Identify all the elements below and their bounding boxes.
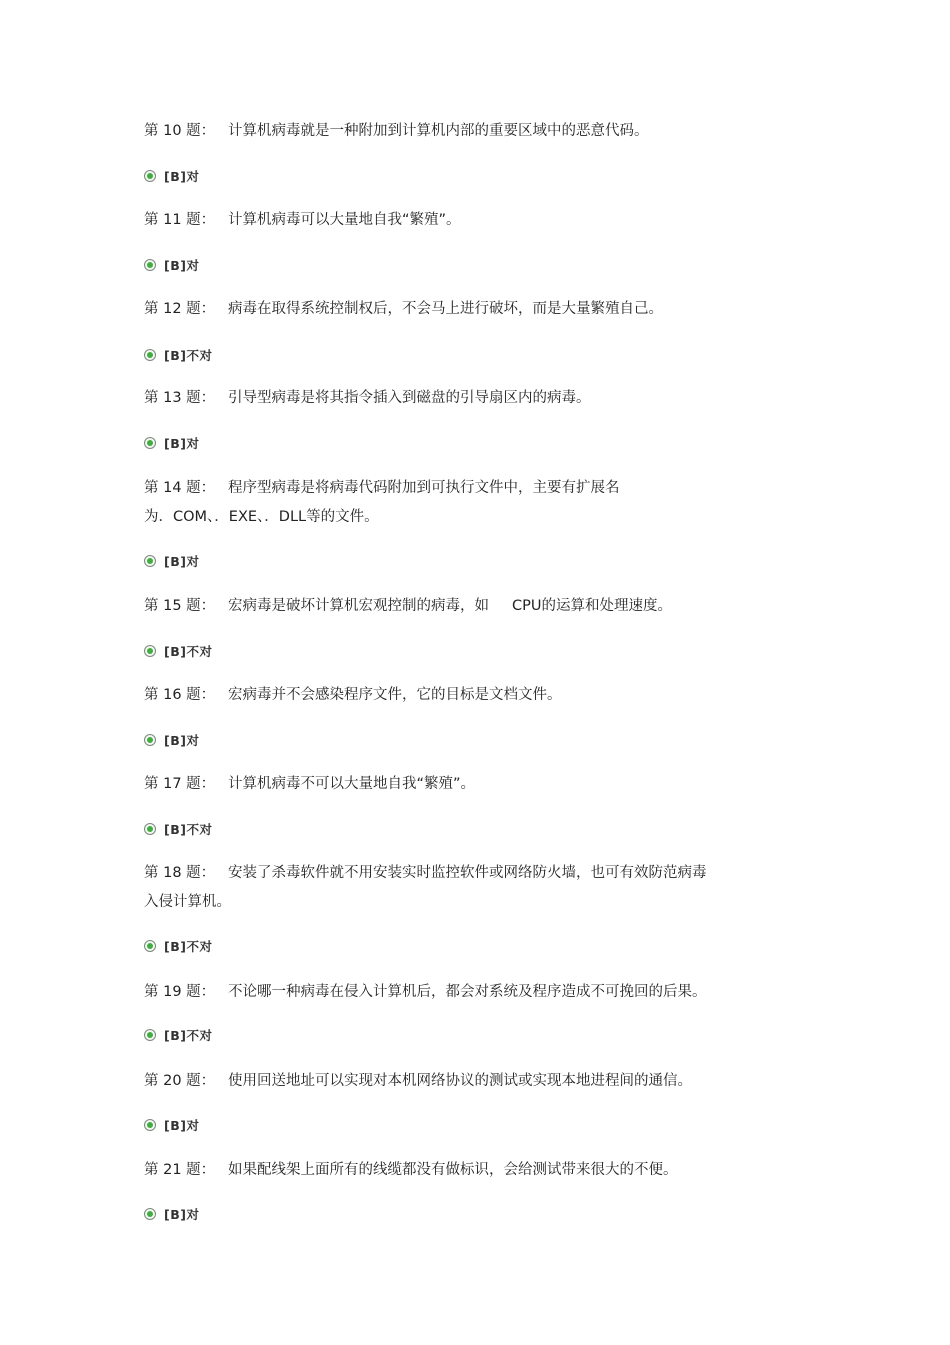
question-text: 如果配线架上面所有的线缆都没有做标识，会给测试带来很大的不便。 [228,1162,678,1178]
question-number: 第 18 题： [144,865,216,881]
question-13 [144,384,764,413]
question-17 [144,770,764,799]
answer-text: [B]不对 [164,1028,213,1043]
answer-14 [144,552,199,570]
question-12 [144,295,764,324]
radio-selected-icon[interactable] [144,823,156,835]
question-10 [144,117,764,146]
question-11 [144,206,764,235]
answer-text: [B]对 [164,169,200,184]
answer-17 [144,820,212,838]
answer-20 [144,1116,199,1134]
answer-16 [144,731,199,749]
radio-selected-icon[interactable] [144,645,156,657]
question-text: 计算机病毒不可以大量地自我“繁殖”。 [228,776,476,792]
question-text: 程序型病毒是将病毒代码附加到可执行文件中，主要有扩展名 [228,480,620,496]
answer-text: [B]对 [164,1207,200,1222]
question-20 [144,1067,764,1096]
radio-selected-icon[interactable] [144,940,156,952]
question-text: 引导型病毒是将其指令插入到磁盘的引导扇区内的病毒。 [228,390,591,406]
radio-selected-icon[interactable] [144,1029,156,1041]
question-14 [144,474,764,532]
question-18 [144,859,764,917]
question-number: 第 16 题： [144,687,216,703]
answer-text: [B]不对 [164,348,213,363]
question-number: 第 19 题： [144,984,216,1000]
question-number: 第 12 题： [144,301,216,317]
answer-13 [144,434,199,452]
question-number: 第 10 题： [144,123,216,139]
question-number: 第 14 题： [144,480,216,496]
answer-text: [B]对 [164,554,200,569]
question-15 [144,592,764,621]
question-text: 使用回送地址可以实现对本机网络协议的测试或实现本地进程间的通信。 [228,1073,692,1089]
question-number: 第 11 题： [144,212,216,228]
question-21 [144,1156,764,1185]
radio-selected-icon[interactable] [144,259,156,271]
answer-text: [B]不对 [164,822,213,837]
answer-19 [144,1026,212,1044]
question-text: 安装了杀毒软件就不用安装实时监控软件或网络防火墙，也可有效防范病毒 [228,865,707,881]
answer-10 [144,167,199,185]
radio-selected-icon[interactable] [144,555,156,567]
question-19 [144,978,764,1007]
question-number: 第 21 题： [144,1162,216,1178]
question-number: 第 13 题： [144,390,216,406]
question-number: 第 15 题： [144,598,216,614]
question-text: 不论哪一种病毒在侵入计算机后，都会对系统及程序造成不可挽回的后果。 [228,984,707,1000]
answer-12 [144,346,212,364]
question-text: 宏病毒是破坏计算机宏观控制的病毒，如 CPU的运算和处理速度。 [228,598,673,614]
radio-selected-icon[interactable] [144,349,156,361]
question-number: 第 17 题： [144,776,216,792]
radio-selected-icon[interactable] [144,734,156,746]
answer-text: [B]不对 [164,644,213,659]
question-text-continued: 为．COM、．EXE、．DLL等的文件。 [144,509,379,525]
answer-18 [144,937,212,955]
answer-11 [144,256,199,274]
question-text: 计算机病毒可以大量地自我“繁殖”。 [228,212,461,228]
question-text-continued: 入侵计算机。 [144,894,231,910]
answer-15 [144,642,212,660]
radio-selected-icon[interactable] [144,437,156,449]
radio-selected-icon[interactable] [144,170,156,182]
answer-text: [B]对 [164,258,200,273]
answer-21 [144,1205,199,1223]
radio-selected-icon[interactable] [144,1208,156,1220]
answer-text: [B]对 [164,1118,200,1133]
question-16 [144,681,764,710]
question-text: 计算机病毒就是一种附加到计算机内部的重要区域中的恶意代码。 [228,123,649,139]
question-text: 宏病毒并不会感染程序文件，它的目标是文档文件。 [228,687,562,703]
answer-text: [B]对 [164,436,200,451]
answer-text: [B]对 [164,733,200,748]
question-text: 病毒在取得系统控制权后，不会马上进行破坏，而是大量繁殖自己。 [228,301,663,317]
question-number: 第 20 题： [144,1073,216,1089]
answer-text: [B]不对 [164,939,213,954]
radio-selected-icon[interactable] [144,1119,156,1131]
